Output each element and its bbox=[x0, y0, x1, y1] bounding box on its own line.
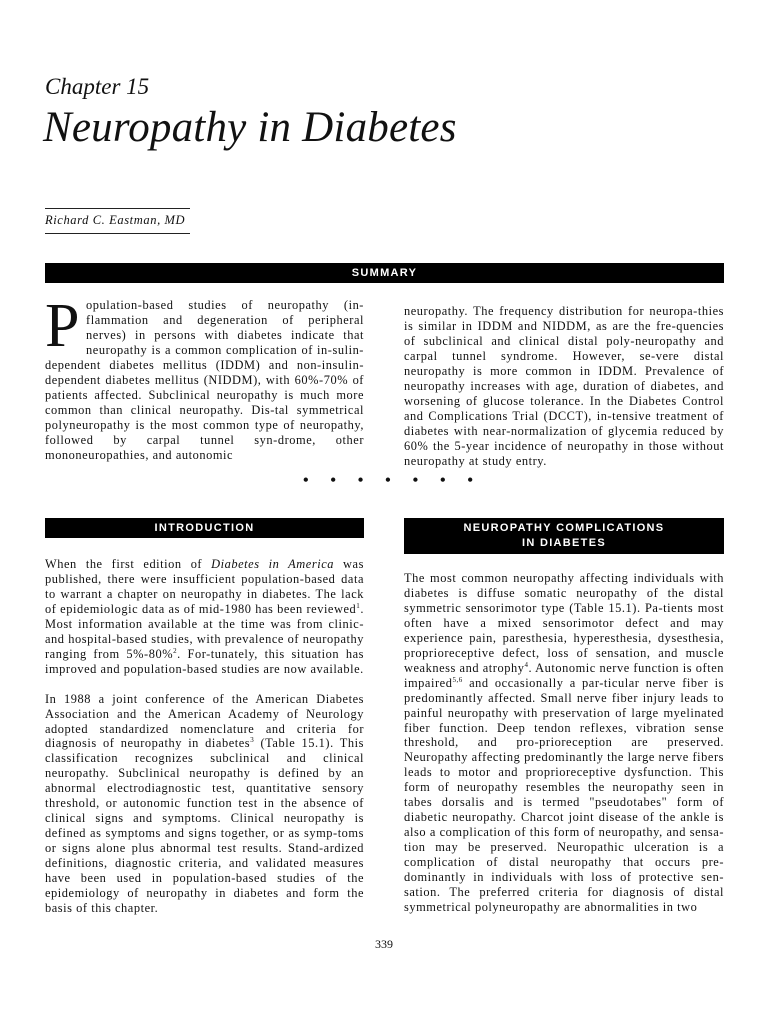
chapter-label: Chapter 15 bbox=[45, 74, 150, 99]
author-byline: Richard C. Eastman, MD bbox=[45, 208, 190, 234]
complications-heading bbox=[404, 518, 724, 554]
complications-heading-line-1: NEUROPATHY COMPLICATIONS bbox=[463, 522, 665, 534]
summary-heading: SUMMARY bbox=[45, 263, 724, 283]
introduction-heading: INTRODUCTION bbox=[45, 518, 364, 538]
introduction-column bbox=[45, 557, 364, 916]
section-separator: • • • • • • • bbox=[303, 472, 473, 489]
intro-paragraph-2: In 1988 a joint conference of the American Diabetes Association and the American Academy of Neurology adopted standardized nomenclature and criteria for diagnosis of neuropathy in diabetes$^3$ (Table 15.1). This classification recognizes subclinical and clinical neuropathy. Subclinical neuropathy is defined by an abnormal electrodiagnostic test, quantitative sensory threshold, or autonomic function test in the absence of clinical signs and symptoms. Clinical neuropathy is defined as symptoms and signs together, or as symp-toms or signs alone plus abnormal test results. Stand-ardized definitions, diagnostic criteria, and validated measures have been used in population-based studies of the epidemiology of neuropathy in diabetes and form the basis of this chapter. bbox=[45, 691, 364, 915]
summary-left-text: opulation-based studies of neuropathy (in-flammation and degeneration of peripheral nerves) in persons with diabetes indicate that neuropathy is a common complication of in-sulin-dependent diabetes mellitus (IDDM) and non-insulin-dependent diabetes mellitus (NIDDM), with 60%-70% of patients affected. Subclinical neuropathy is much more common than clinical neuropathy. Dis-tal symmetrical polyneuropathy is the most common type of neuropathy, followed by carpal tunnel syn-drome, other mononeuropathies, and autonomic bbox=[45, 298, 364, 462]
drop-cap: P bbox=[45, 292, 81, 360]
complications-column bbox=[404, 571, 724, 915]
summary-right-text: neuropathy. The frequency distribution for neuropa-thies is similar in IDDM and NIDDM, as are the fre-quencies of subclinical and clinical distal poly-neuropathy and carpal tunnel syndrome. However, se-vere distal neuropathy is more common in IDDM. Prevalence of neuropathy increases with age, duration of diabetes, and worsening of glucose tolerance. In the Diabetes Control and Complications Trial (DCCT), in-tensive treatment of diabetes with near-normalization of glycemia reduced by 60% the 5-year incidence of neuropathy in those without neuropathy at study entry. bbox=[404, 304, 724, 468]
complications-paragraph: The most common neuropathy affecting individuals with diabetes is diffuse somatic neuropathy of the distal symmetric sensorimotor type (Table 15.1). Pa-tients most often have a mixed sensorimotor defect and may experience pain, paresthesia, hyperesthesia, dysesthesia, proprioreceptive defect, loss of sensation, and muscle weakness and atrophy$^4$. Autonomic nerve function is often impaired$^{5,6}$ and occasionally a par-ticular nerve fiber is predominantly affected. Small nerve fiber injury leads to painful neuropathy with preservation of large myelinated fiber function. Deep tendon reflexes, vibration sense threshold, and pro-prioreception are preserved. Neuropathy affecting predominantly the large nerve fibers leads to motor and proprioreceptive dysfunction. This form of neuropathy resembles the neuropathy seen in tabes dorsalis and is termed "pseudotabes" form of diabetic neuropathy. Charcot joint disease of the ankle is also a complication of this form of neuropathy, and sensa-tion may be preserved. Neuropathic ulceration is a complication of distal neuropathy that occurs pre-dominantly in individuals with loss of protective sen-sation. The preferred criteria for diagnosis of distal symmetrical polyneuropathy are abnormalities in two bbox=[404, 571, 725, 914]
chapter-title: Neuropathy in Diabetes bbox=[43, 104, 457, 151]
complications-heading-line-2: IN DIABETES bbox=[522, 537, 606, 549]
page-number: 339 bbox=[375, 937, 393, 951]
intro-paragraph-1: When the first edition of Diabetes in America was published, there were insufficient population-based data to warrant a chapter on neuropathy in diabetes. The lack of epidemiologic data as of mid-1980 has been reviewed$^1$. Most information available at the time was from clinic- and hospital-based studies, with prevalence of neuropathy ranging from 5%-80%$^2$. For-tunately, this situation has improved and population-based studies are now available. bbox=[45, 557, 364, 676]
summary-right-column bbox=[404, 304, 724, 468]
summary-left-column bbox=[45, 292, 364, 462]
